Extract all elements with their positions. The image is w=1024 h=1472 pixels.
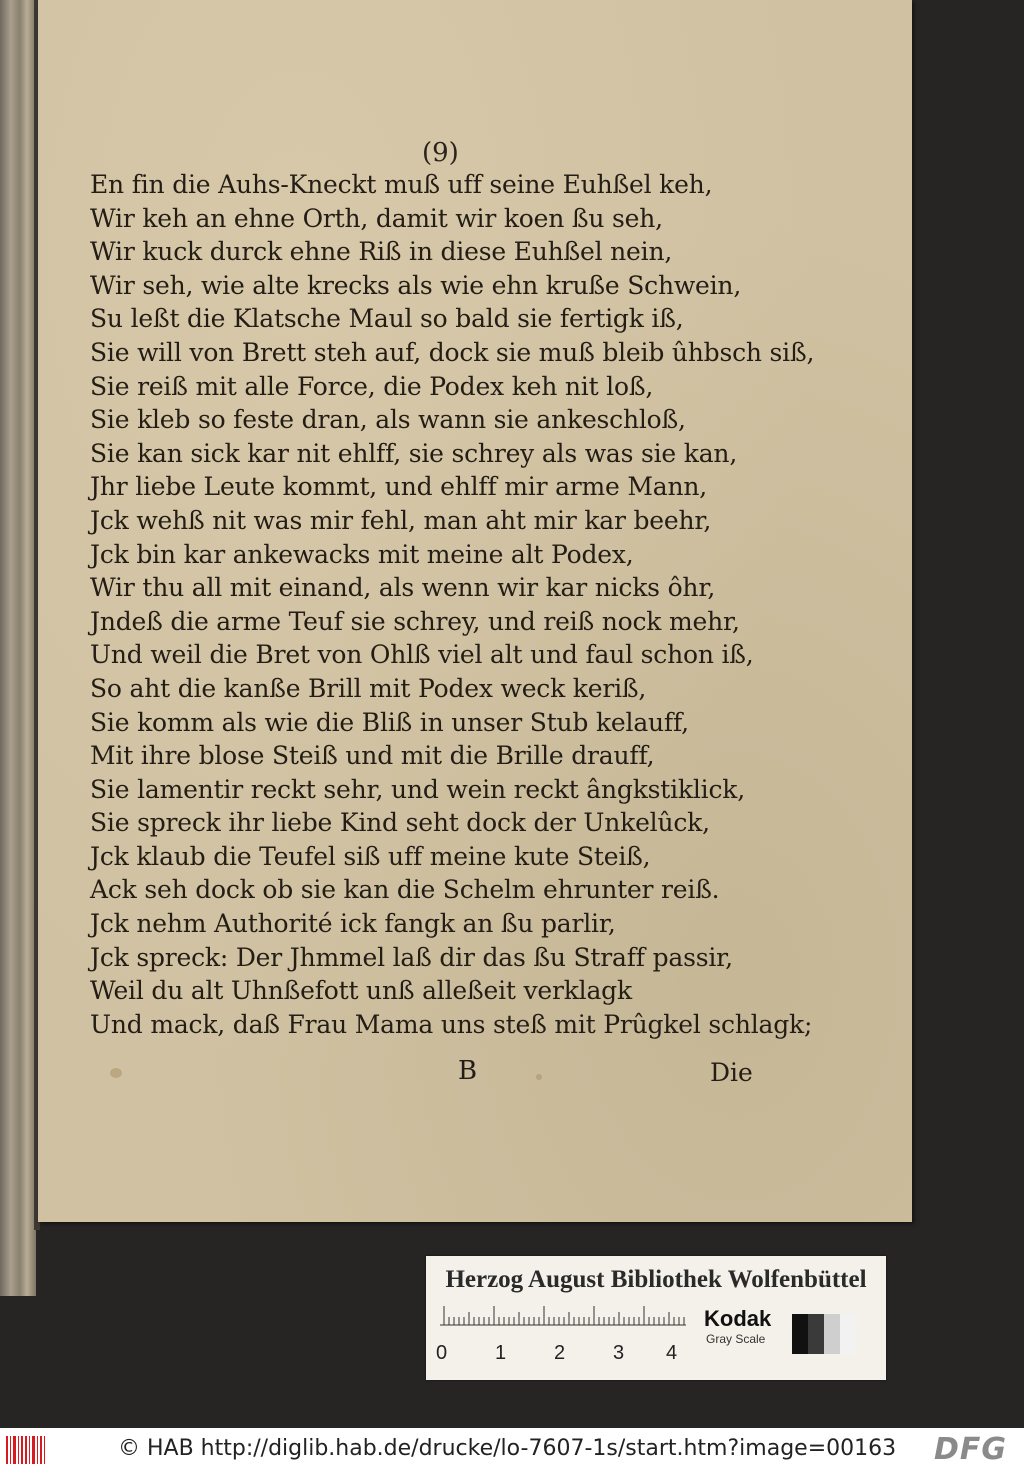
verse-line: Sie kleb so feste dran, als wann sie ankeschloß, [90, 405, 686, 435]
library-name: Herzog August Bibliothek Wolfenbüttel [445, 1266, 867, 1293]
barcode-stripe [25, 1436, 27, 1464]
verse-line: Wir kuck durck ehne Riß in diese Euhßel nein, [90, 237, 673, 267]
scale-ruler [440, 1306, 686, 1326]
ruler-number: 3 [613, 1342, 625, 1364]
verse-line: Sie komm als wie die Bliß in unser Stub kelauff, [90, 707, 689, 737]
barcode-stripe [18, 1436, 19, 1464]
barcode-stripe [21, 1436, 23, 1464]
barcode-stripe [37, 1436, 38, 1464]
footer-bar [0, 1428, 1024, 1472]
verse-line: Wir keh an ehne Orth, damit wir koen ßu seh, [90, 203, 663, 233]
copyright-link[interactable]: © HAB http://diglib.hab.de/drucke/lo-7607-1s/start.htm?image=00163 [118, 1436, 897, 1461]
verse-line: Sie will von Brett steh auf, dock sie muß bleib ûhbsch siß, [90, 337, 815, 367]
ruler-number: 4 [666, 1342, 678, 1364]
gray-scale-label: Gray Scale [706, 1332, 766, 1346]
barcode-stripe [44, 1436, 45, 1464]
verse-line: Jhr liebe Leute kommt, und ehlff mir arme Mann, [90, 472, 708, 502]
verse-line: Jck nehm Authorité ick fangk an ßu parlir, [90, 909, 616, 939]
verse-line: So aht die kanße Brill mit Podex weck keriß, [90, 673, 647, 703]
catchword: Die [710, 1058, 753, 1087]
verse-line: En fin die Auhs-Kneckt muß uff seine Euhßel keh, [90, 170, 713, 199]
paper-stain [110, 1068, 122, 1078]
book-page-edges [0, 0, 36, 1296]
verse-line: Sie reiß mit alle Force, die Podex keh nit loß, [90, 371, 654, 401]
verse-line: Weil du alt Uhnßefott unß alleßeit verklagk [90, 976, 632, 1006]
verse-line: Sie spreck ihr liebe Kind seht dock der Unkelûck, [90, 808, 710, 838]
page-number: (9) [422, 138, 459, 168]
verse-line: Sie kan sick kar nit ehlff, sie schrey als was sie kan, [90, 438, 738, 468]
gray-swatch [792, 1314, 808, 1354]
barcode-icon [6, 1436, 46, 1464]
verse-line: Mit ihre blose Steiß und mit die Brille drauff, [90, 741, 655, 771]
barcode-stripe [13, 1436, 16, 1464]
verse-line: Jck wehß nit was mir fehl, man aht mir kar beehr, [90, 505, 712, 535]
barcode-stripe [32, 1436, 35, 1464]
verse-line: Sie lamentir reckt sehr, und wein reckt ângkstiklick, [90, 774, 745, 804]
dfg-logo: DFG [934, 1432, 1008, 1467]
paper-stain [536, 1074, 542, 1080]
kodak-brand: Kodak [704, 1306, 772, 1331]
ruler-number: 1 [495, 1342, 507, 1364]
gray-swatch [840, 1314, 856, 1354]
verse-line: Wir thu all mit einand, als wenn wir kar nicks ôhr, [90, 573, 716, 603]
library-color-card [426, 1256, 886, 1380]
verse-line: Und weil die Bret von Ohlß viel alt und faul schon iß, [90, 640, 754, 670]
ruler-number: 0 [436, 1342, 448, 1364]
signature-mark: B [458, 1056, 478, 1086]
barcode-stripe [6, 1436, 8, 1464]
verse-line: Jck bin kar ankewacks mit meine alt Podex, [90, 539, 634, 569]
barcode-stripe [40, 1436, 42, 1464]
verse-line: Ack seh dock ob sie kan die Schelm ehrunter reiß. [90, 875, 720, 905]
verse-line: Su leßt die Klatsche Maul so bald sie fertigk iß, [90, 304, 684, 334]
verse-line: Jck spreck: Der Jhmmel laß dir das ßu Straff passir, [90, 942, 733, 972]
verse-text [90, 168, 900, 1041]
verse-line: Jndeß die arme Teuf sie schrey, und reiß nock mehr, [90, 606, 740, 636]
verse-line: Jck klaub die Teufel siß uff meine kute Steiß, [90, 841, 651, 871]
barcode-stripe [10, 1436, 11, 1464]
gray-scale-swatches [792, 1314, 856, 1354]
verse-line: Wir seh, wie alte krecks als wie ehn kruße Schwein, [90, 270, 742, 300]
ruler-number: 2 [554, 1342, 566, 1364]
book-page [38, 0, 912, 1222]
gray-swatch [808, 1314, 824, 1354]
verse-line: Und mack, daß Frau Mama uns steß mit Prûgkel schlagk; [90, 1009, 813, 1039]
gray-swatch [824, 1314, 840, 1354]
barcode-stripe [29, 1436, 30, 1464]
